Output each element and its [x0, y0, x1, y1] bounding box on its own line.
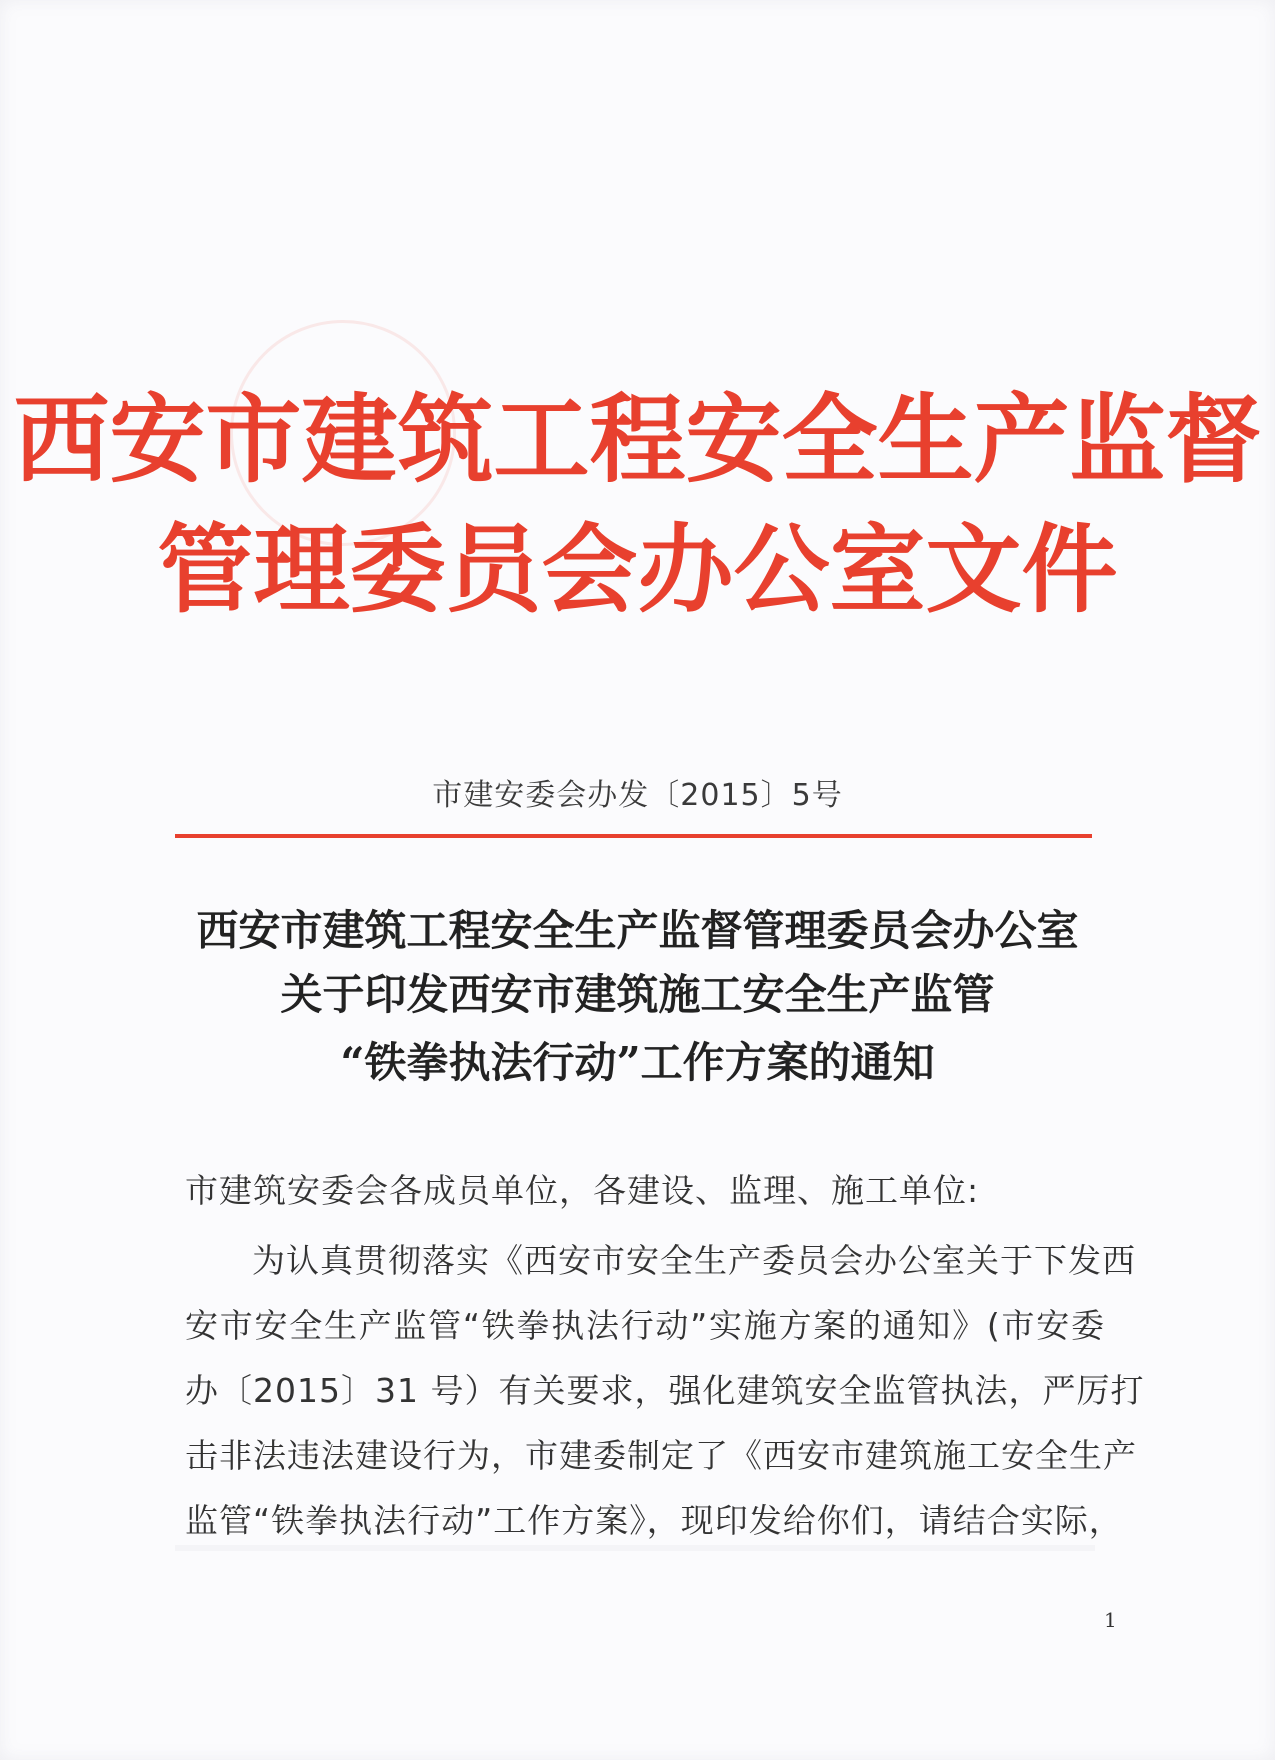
notice-title-line3: “铁拳执法行动”工作方案的通知: [340, 1038, 935, 1087]
body-text-line: 办〔2015〕31 号）有关要求，强化建筑安全监管执法，严厉打: [185, 1371, 1145, 1410]
body-text-line: 击非法违法建设行为，市建委制定了《西安市建筑施工安全生产: [185, 1436, 1137, 1475]
notice-title-line2: 关于印发西安市建筑施工安全生产监管: [280, 970, 995, 1019]
document-number: 市建安委会办发〔2015〕5号: [432, 778, 843, 813]
body-text-line: 安市安全生产监管“铁拳执法行动”实施方案的通知》(市安委: [185, 1306, 1105, 1345]
red-header-title-line1: 西安市建筑工程安全生产监督: [13, 383, 1262, 496]
red-separator-line: [175, 834, 1092, 838]
notice-title-line1: 西安市建筑工程安全生产监督管理委员会办公室: [196, 906, 1079, 955]
addressee-line: 市建筑安委会各成员单位，各建设、监理、施工单位:: [185, 1171, 980, 1210]
red-header-title-line2: 管理委员会办公室文件: [157, 513, 1118, 626]
page-number: 1: [1104, 1608, 1117, 1632]
body-text-line: 监管“铁拳执法行动”工作方案》，现印发给你们，请结合实际，: [185, 1501, 1123, 1540]
body-text-line: 为认真贯彻落实《西安市安全生产委员会办公室关于下发西: [252, 1241, 1136, 1280]
bleed-through-strip: [175, 1545, 1095, 1551]
